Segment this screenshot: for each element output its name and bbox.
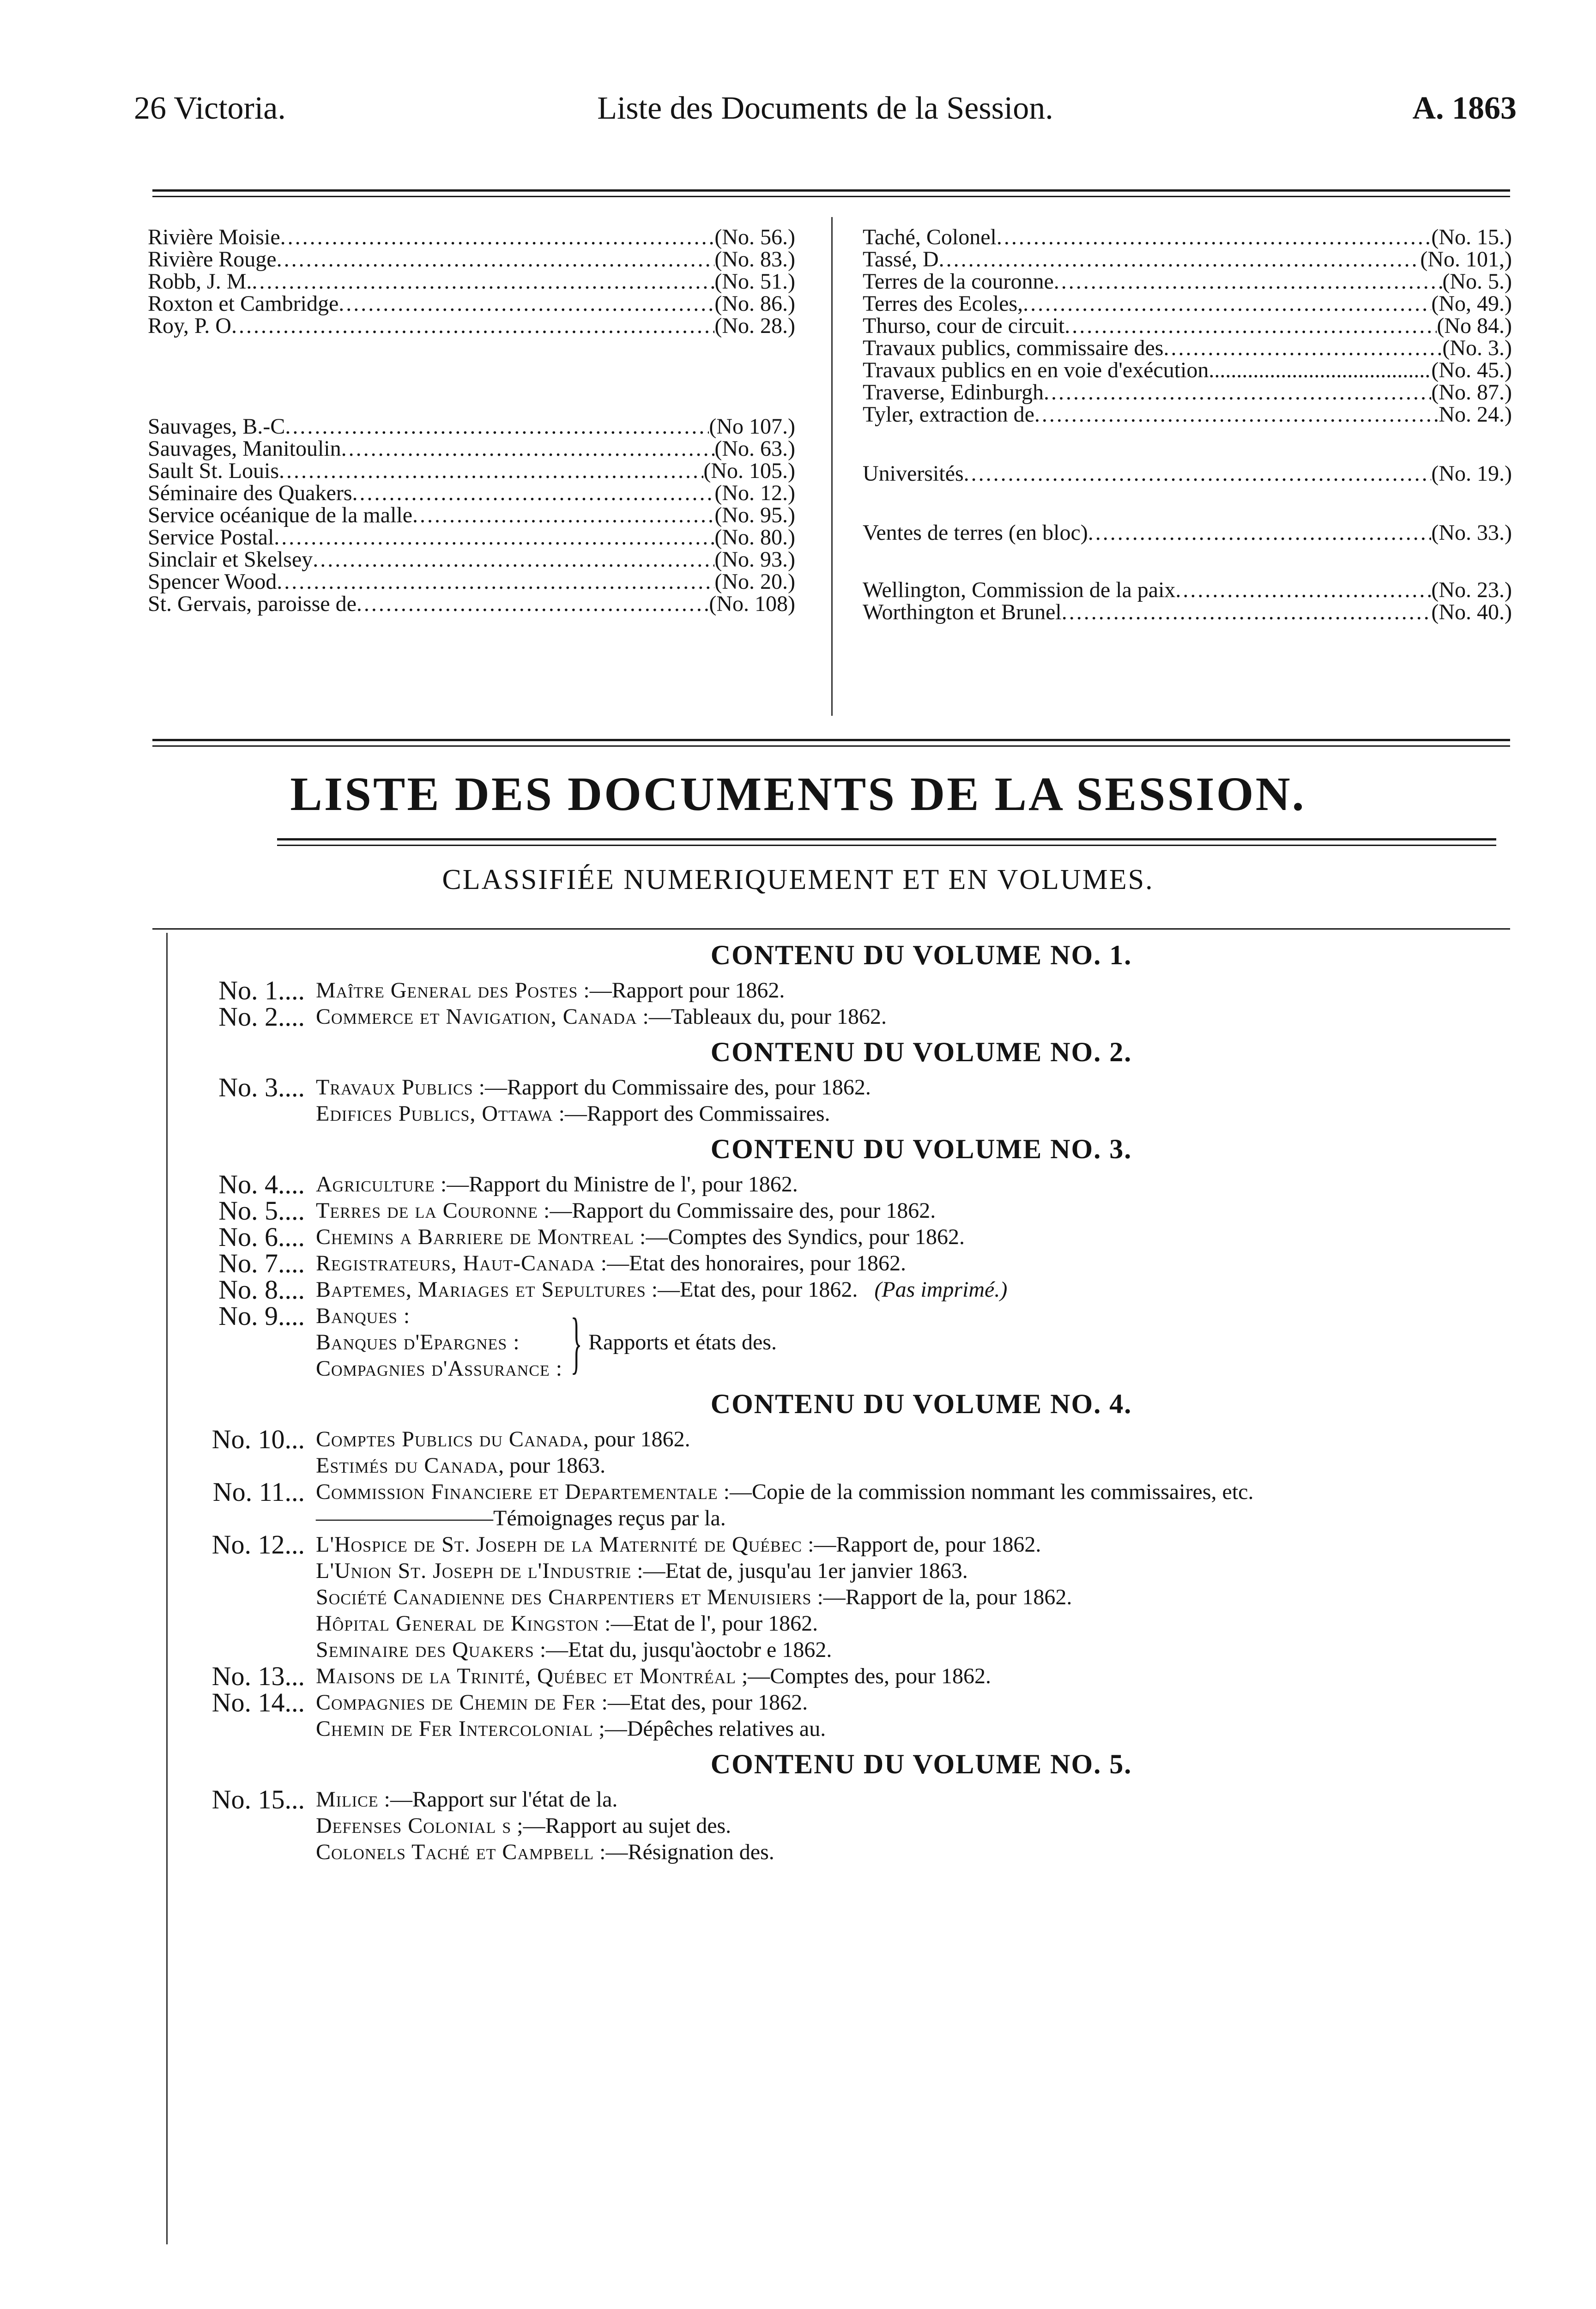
document-entry: No. 4.... Agriculture :—Rapport du Ministre de l', pour 1862.	[218, 1169, 798, 1199]
document-entry: No. 5.... Terres de la Couronne :—Rapport du Commissaire des, pour 1862.	[218, 1196, 936, 1226]
header-rule	[152, 189, 1510, 192]
document-entry: No. 3.... Travaux Publics :—Rapport du Commissaire des, pour 1862.	[218, 1072, 871, 1102]
index-entry: Service océanique de la malle ..... (No. 95.)	[148, 504, 795, 526]
volume-heading: CONTENU DU VOLUME NO. 5.	[710, 1749, 1132, 1779]
index-entry: Rivière Rouge ..... (No. 83.)	[148, 248, 795, 271]
volume-heading: CONTENU DU VOLUME NO. 4.	[710, 1389, 1132, 1419]
index-entry: Taché, Colonel ..... (No. 15.)	[863, 226, 1512, 248]
index-left-column	[148, 226, 795, 615]
document-entry: Chemin de Fer Intercolonial ;—Dépêches relatives au.	[316, 1717, 826, 1741]
running-header	[134, 83, 1517, 134]
document-entry: No. 15... Milice :—Rapport sur l'état de la.	[212, 1784, 618, 1814]
document-entry: Edifices Publics, Ottawa :—Rapport des Commissaires.	[316, 1101, 830, 1126]
index-entry: Tassé, D ..... (No. 101,)	[863, 248, 1512, 271]
document-entry: Defenses Colonial s ;—Rapport au sujet des.	[316, 1813, 732, 1838]
index-entry: Thurso, cour de circuit ..... (No 84.)	[863, 315, 1512, 337]
volume-heading: CONTENU DU VOLUME NO. 3.	[710, 1134, 1132, 1164]
index-entry: Robb, J. M. ..... (No. 51.)	[148, 271, 795, 293]
title-rule	[277, 838, 1496, 840]
index-entry: Sinclair et Skelsey ..... (No. 93.)	[148, 549, 795, 571]
index-entry: Travaux publics, commissaire des ..... (No. 3.)	[863, 337, 1512, 359]
index-entry: Terres des Ecoles, ..... (No, 49.)	[863, 293, 1512, 315]
index-entry: St. Gervais, paroisse de ..... (No. 108)	[148, 593, 795, 615]
document-entry: No. 2.... Commerce et Navigation, Canada :—Tableaux du, pour 1862.	[218, 1002, 887, 1032]
page-title: LISTE DES DOCUMENTS DE LA SESSION.	[290, 768, 1306, 821]
document-entry: No. 12... L'Hospice de St. Joseph de la Maternité de Québec :—Rapport de, pour 1862.	[212, 1529, 1041, 1559]
header-left: 26 Victoria.	[134, 91, 286, 126]
volume-heading: CONTENU DU VOLUME NO. 2.	[710, 1037, 1132, 1067]
document-entry: Estimés du Canada, pour 1863.	[316, 1453, 606, 1478]
document-entry: No. 13... Maisons de la Trinité, Québec et Montréal ;—Comptes des, pour 1862.	[212, 1661, 991, 1691]
index-bottom-rule	[152, 739, 1510, 741]
index-entry: Sault St. Louis ..... (No. 105.)	[148, 460, 795, 482]
document-entry: Seminaire des Quakers :—Etat du, jusqu'àoctobr e 1862.	[316, 1638, 832, 1662]
header-center: Liste des Documents de la Session.	[597, 91, 1053, 126]
page-subtitle: CLASSIFIÉE NUMERIQUEMENT ET EN VOLUMES.	[442, 864, 1154, 895]
document-entry: No. 6.... Chemins a Barriere de Montreal :—Comptes des Syndics, pour 1862.	[218, 1222, 965, 1252]
index-entry: Ventes de terres (en bloc) ..... (No. 33.)	[863, 522, 1512, 544]
index-entry: Worthington et Brunel ..... (No. 40.)	[863, 601, 1512, 623]
column-separator	[831, 217, 833, 716]
index-entry: Sauvages, Manitoulin ..... (No. 63.)	[148, 438, 795, 460]
header-right: A. 1863	[1412, 91, 1517, 126]
index-entry: Travaux publics en en voie d'exécution ..... (No. 45.)	[863, 359, 1512, 381]
document-entry: Société Canadienne des Charpentiers et Menuisiers :—Rapport de la, pour 1862.	[316, 1585, 1072, 1609]
index-entry: Terres de la couronne ..... (No. 5.)	[863, 271, 1512, 293]
document-entry: No. 11... Commission Financiere et Departementale :—Copie de la commission nommant les commissaires, etc.	[212, 1477, 1254, 1507]
brace-glyph: }	[570, 1304, 582, 1381]
document-entry: No. 8.... Baptemes, Mariages et Sepultures :—Etat des, pour 1862. (Pas imprimé.)	[218, 1275, 1008, 1305]
index-entry: Roxton et Cambridge ..... (No. 86.)	[148, 293, 795, 315]
document-entry: L'Union St. Joseph de l'Industrie :—Etat de, jusqu'au 1er janvier 1863.	[316, 1559, 968, 1583]
index-entry: Sauvages, B.-C ..... (No 107.)	[148, 416, 795, 438]
index-bottom-rule-2	[152, 745, 1510, 747]
document-entry: Colonels Taché et Campbell :—Résignation des.	[316, 1840, 774, 1864]
document-entry: No. 9.... Banques : Banques d'Epargnes : Compagnies d'Assurance : } Rapports et états des.	[218, 1301, 777, 1381]
index-entry: Tyler, extraction de ..... No. 24.)	[863, 404, 1512, 426]
document-entry: ————————Témoignages reçus par la.	[316, 1506, 726, 1530]
subtitle-rule	[152, 928, 1510, 930]
index-entry: Universités ..... (No. 19.)	[863, 463, 1512, 485]
not-printed-note: (Pas imprimé.)	[874, 1277, 1008, 1302]
volume-heading: CONTENU DU VOLUME NO. 1.	[710, 940, 1132, 970]
volume-contents-table	[139, 933, 1533, 1865]
index-entry: Rivière Moisie ..... (No. 56.)	[148, 226, 795, 248]
index-entry: Service Postal ..... (No. 80.)	[148, 526, 795, 549]
index-entry: Roy, P. O ..... (No. 28.)	[148, 315, 795, 337]
document-entry: No. 14... Compagnies de Chemin de Fer :—Etat des, pour 1862.	[212, 1687, 808, 1717]
index-entry: Spencer Wood ..... (No. 20.)	[148, 571, 795, 593]
document-entry: Hôpital General de Kingston :—Etat de l', pour 1862.	[316, 1611, 818, 1636]
document-entry: No. 1.... Maître General des Postes :—Rapport pour 1862.	[218, 975, 785, 1005]
document-entry: No. 10... Comptes Publics du Canada, pour 1862.	[212, 1424, 690, 1454]
index-entry: Wellington, Commission de la paix ..... (No. 23.)	[863, 579, 1512, 601]
index-right-column	[863, 226, 1512, 623]
title-rule-2	[277, 845, 1496, 846]
header-rule-2	[152, 196, 1510, 197]
index-entry: Traverse, Edinburgh ..... (No. 87.)	[863, 381, 1512, 404]
document-entry: No. 7.... Registrateurs, Haut-Canada :—Etat des honoraires, pour 1862.	[218, 1248, 906, 1278]
index-entry: Séminaire des Quakers ..... (No. 12.)	[148, 482, 795, 504]
